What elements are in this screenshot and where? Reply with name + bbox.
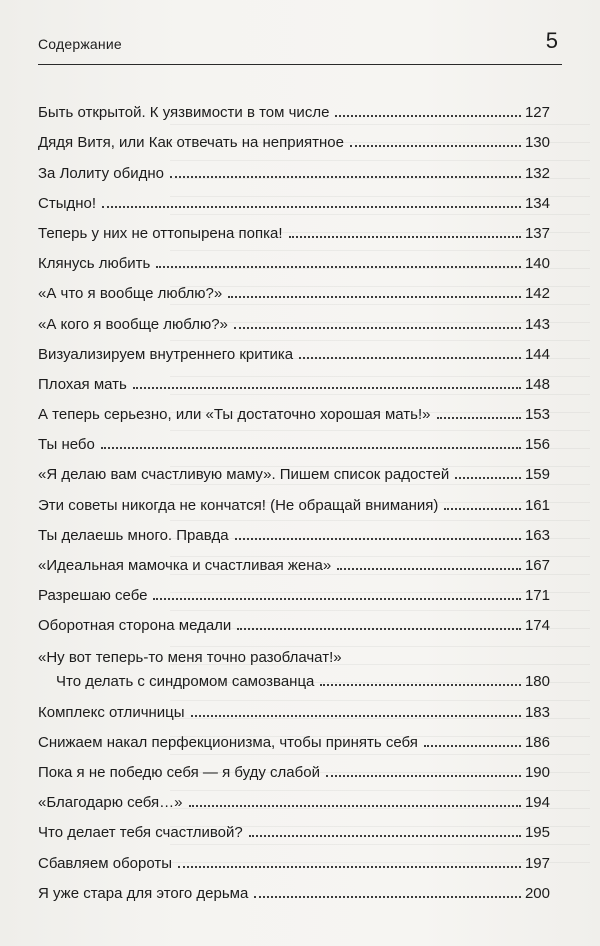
dot-leader <box>444 508 521 510</box>
dot-leader <box>299 357 521 359</box>
toc-entry-title: «А что я вообще люблю?» <box>38 285 223 303</box>
toc-entry-title: А теперь серьезно, или «Ты достаточно хорошая мать!» <box>38 406 431 424</box>
dot-leader <box>254 896 521 898</box>
toc-entry[interactable] <box>38 780 550 810</box>
page-number: 5 <box>545 28 558 53</box>
toc-entry[interactable] <box>38 513 550 543</box>
toc-entry[interactable] <box>38 482 550 512</box>
dot-leader <box>437 417 521 419</box>
toc-entry[interactable] <box>38 452 550 482</box>
dot-leader <box>170 176 521 178</box>
toc-entry-title-line1: «Ну вот теперь-то меня точно разоблачат!» <box>38 649 342 667</box>
toc-entry-page: 190 <box>524 763 550 781</box>
toc-entry[interactable] <box>38 241 550 271</box>
toc-entry-page: 163 <box>524 526 550 544</box>
dot-leader <box>320 684 521 686</box>
dot-leader <box>228 296 521 298</box>
toc-entry-title: Сбавляем обороты <box>38 854 173 872</box>
toc-entry-page: 153 <box>524 406 550 424</box>
toc-entry-title: Снижаем накал перфекционизма, чтобы принять себя <box>38 733 418 751</box>
toc-entry-page: 132 <box>524 164 550 182</box>
toc-entry[interactable] <box>38 332 550 362</box>
dot-leader <box>156 266 521 268</box>
toc-entry-title: Теперь у них не оттопырена попка! <box>38 224 283 242</box>
toc-entry[interactable] <box>38 871 550 901</box>
dot-leader <box>237 628 521 630</box>
toc-entry[interactable] <box>38 271 550 301</box>
toc-entry-page: 186 <box>524 733 550 751</box>
toc-entry-title: Оборотная сторона медали <box>38 617 232 635</box>
toc-entry-page: 167 <box>524 557 550 574</box>
dot-leader <box>101 447 521 449</box>
toc-entry-page: 148 <box>524 375 550 393</box>
dot-leader <box>235 538 521 540</box>
toc-entry-page: 159 <box>524 466 550 484</box>
toc-entry-title: Клянусь любить <box>38 255 151 273</box>
toc-entry-page: 161 <box>524 496 550 514</box>
toc-entry-title: Я уже стара для этого дерьма <box>38 884 249 902</box>
dot-leader <box>234 327 521 329</box>
toc-entry-page: 144 <box>524 345 550 363</box>
dot-leader <box>289 236 521 238</box>
toc-entry-page: 180 <box>524 673 550 691</box>
toc-entry-title: Эти советы никогда не кончатся! (Не обращай внимания) <box>38 496 439 514</box>
toc-entry-title: Стыдно! <box>38 194 97 212</box>
toc-entry[interactable] <box>38 689 550 719</box>
running-header <box>38 24 562 64</box>
toc-entry-title: «Я делаю вам счастливую маму». Пишем список радостей <box>38 466 450 484</box>
dot-leader <box>102 206 521 208</box>
toc-entry[interactable] <box>38 603 550 633</box>
toc-entry-page: 194 <box>524 794 550 812</box>
dot-leader <box>455 477 521 479</box>
dot-leader <box>191 715 521 717</box>
toc-entry[interactable] <box>38 543 550 573</box>
toc-entry-title: Ты небо <box>38 436 95 454</box>
toc-entry-page: 174 <box>524 617 550 635</box>
toc-entry-page: 134 <box>524 194 550 212</box>
toc-entry-title: Пока я не победю себя — я буду слабой <box>38 763 320 781</box>
section-title: Содержание <box>38 36 122 52</box>
toc-entry-page: 137 <box>524 224 550 242</box>
toc-entry-page: 143 <box>524 315 550 333</box>
toc-entry-page: 142 <box>524 285 550 303</box>
dot-leader <box>350 145 521 147</box>
toc-entry-page: 140 <box>524 255 550 273</box>
toc-entry-title: Комплекс отличницы <box>38 703 185 721</box>
toc-entry[interactable] <box>38 90 550 120</box>
dot-leader <box>249 835 521 837</box>
toc-entry-title: За Лолиту обидно <box>38 164 164 182</box>
toc-entry[interactable] <box>38 810 550 840</box>
toc-entry-title: Дядя Витя, или Как отвечать на неприятное <box>38 134 344 152</box>
toc-entry[interactable] <box>38 150 550 180</box>
toc-entry[interactable] <box>38 362 550 392</box>
toc-entry-second-line <box>38 674 550 689</box>
toc-entry-title: Визуализируем внутреннего критика <box>38 345 294 363</box>
dot-leader <box>326 775 521 777</box>
toc-entry-title: «А кого я вообще люблю?» <box>38 315 228 333</box>
dot-leader <box>335 115 521 117</box>
toc-entry-page: 195 <box>524 824 550 842</box>
dot-leader <box>178 866 521 868</box>
dot-leader <box>133 387 521 389</box>
dot-leader <box>189 805 521 807</box>
dot-leader <box>424 745 521 747</box>
toc-entry-title: «Благодарю себя…» <box>38 794 183 812</box>
table-of-contents <box>38 90 550 901</box>
toc-entry-page: 197 <box>524 854 550 872</box>
toc-entry[interactable] <box>38 720 550 750</box>
toc-entry-page: 171 <box>524 587 550 605</box>
toc-entry-page: 183 <box>524 703 550 721</box>
toc-entry[interactable] <box>38 211 550 241</box>
toc-entry-title: Что делает тебя счастливой? <box>38 824 243 842</box>
toc-entry-title: «Идеальная мамочка и счастливая жена» <box>38 557 332 574</box>
toc-entry[interactable] <box>38 392 550 422</box>
toc-entry[interactable] <box>38 573 550 603</box>
toc-entry-page: 130 <box>524 134 550 152</box>
toc-entry[interactable] <box>38 422 550 452</box>
dot-leader <box>153 598 520 600</box>
toc-entry-title-line2: Что делать с синдромом самозванца <box>56 673 315 691</box>
dot-leader <box>337 568 521 570</box>
toc-entry-page: 200 <box>524 884 550 902</box>
toc-entry[interactable] <box>38 840 550 870</box>
toc-entry-title: Быть открытой. К уязвимости в том числе <box>38 104 330 122</box>
toc-entry-title: Плохая мать <box>38 375 127 393</box>
header-rule <box>38 64 562 65</box>
toc-entry[interactable] <box>38 301 550 331</box>
toc-entry[interactable] <box>38 181 550 211</box>
toc-entry[interactable] <box>38 750 550 780</box>
toc-entry-title: Разрешаю себе <box>38 587 148 605</box>
toc-entry[interactable] <box>38 120 550 150</box>
toc-entry-two-line[interactable] <box>38 633 550 689</box>
toc-entry-page: 156 <box>524 436 550 454</box>
toc-entry-title: Ты делаешь много. Правда <box>38 526 229 544</box>
toc-entry-page: 127 <box>524 104 550 122</box>
